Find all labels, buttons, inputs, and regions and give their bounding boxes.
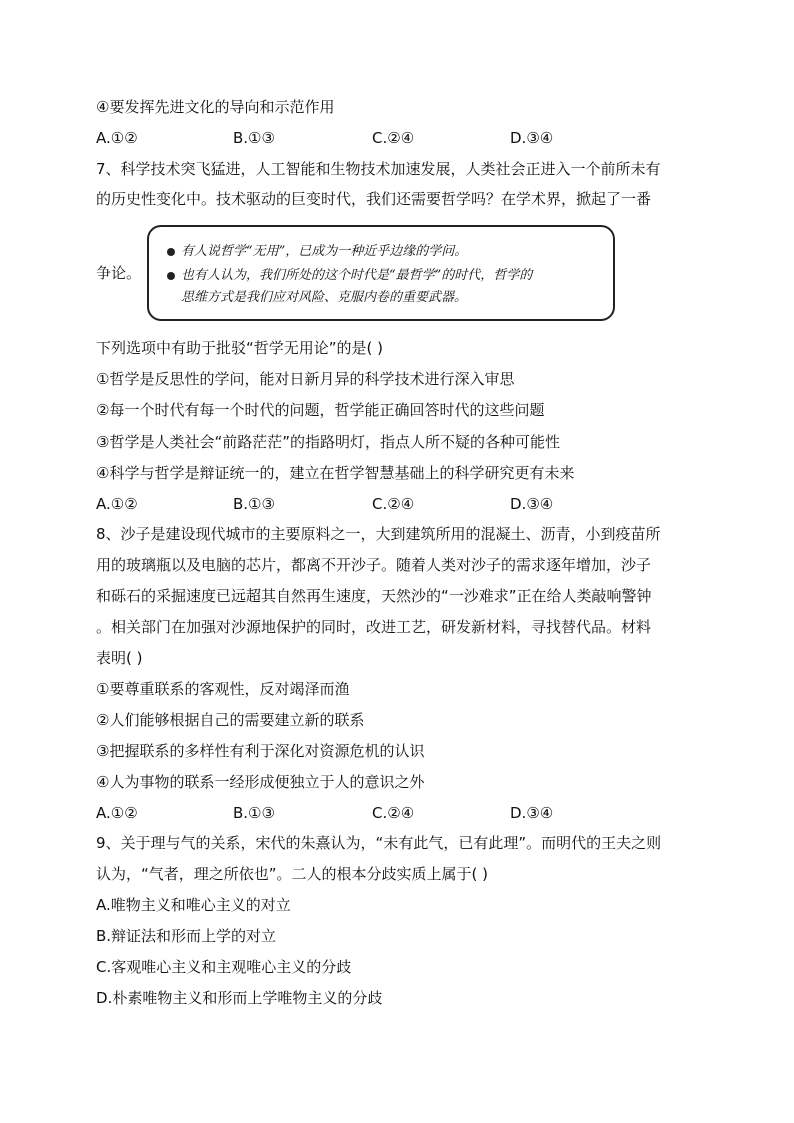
q7-stem-line-1: 7、科学技术突飞猛进，人工智能和生物技术加速发展，人类社会正进入一个前所未有 (96, 160, 661, 178)
q8-stem-line-1: 8、沙子是建设现代城市的主要原料之一，大到建筑所用的混凝土、沥青，小到疫苗所 (96, 525, 661, 543)
bullet-icon (167, 272, 175, 280)
q8-stem-line-5: 表明( ) (96, 649, 143, 667)
q7-question: 下列选项中有助于批驳“哲学无用论”的是( ) (96, 339, 384, 357)
q9-choice-b: B.辩证法和形而上学的对立 (96, 927, 277, 945)
q7-quote-3: 思维方式是我们应对风险、克服内卷的重要武器。 (181, 290, 468, 305)
q7-quote-box (147, 225, 615, 321)
q7-stem-line-3: 争论。 (96, 264, 142, 282)
q8-options (96, 803, 696, 823)
q8-option-c: C.②④ (372, 804, 415, 822)
q7-item-1: ①哲学是反思性的学问，能对日新月异的科学技术进行深入审思 (96, 370, 515, 388)
q7-quote-1-text: 有人说哲学“无用”，已成为一种近乎边缘的学问。 (181, 244, 468, 259)
q8-item-4: ④人为事物的联系一经形成便独立于人的意识之外 (96, 773, 425, 791)
q6-option-c: C.②④ (372, 129, 415, 147)
bullet-icon (167, 248, 175, 256)
q9-choice-a: A.唯物主义和唯心主义的对立 (96, 896, 291, 914)
q9-choice-d: D.朴素唯物主义和形而上学唯物主义的分歧 (96, 989, 383, 1007)
q8-stem-line-3: 和砾石的采掘速度已远超其自然再生速度，天然沙的“一沙难求”正在给人类敲响警钟 (96, 587, 652, 605)
q9-stem-line-1: 9、关于理与气的关系，宋代的朱熹认为，“未有此气，已有此理”。而明代的王夫之则 (96, 834, 662, 852)
q7-stem-line-2: 的历史性变化中。技术驱动的巨变时代，我们还需要哲学吗？在学术界，掀起了一番 (96, 190, 652, 208)
q6-options (96, 128, 696, 148)
q7-quote-2-text: 也有人认为，我们所处的这个时代是“最哲学”的时代，哲学的 (181, 268, 533, 283)
q9-choice-c: C.客观唯心主义和主观唯心主义的分歧 (96, 958, 352, 976)
q7-item-2: ②每一个时代有每一个时代的问题，哲学能正确回答时代的这些问题 (96, 401, 545, 419)
q6-item-4: ④要发挥先进文化的导向和示范作用 (96, 98, 335, 116)
q8-option-a: A.①② (96, 804, 138, 822)
q7-options (96, 494, 696, 514)
q8-item-2: ②人们能够根据自己的需要建立新的联系 (96, 711, 365, 729)
q7-quote-2 (167, 267, 532, 285)
q6-option-d: D.③④ (510, 129, 554, 147)
q7-option-b: B.①③ (233, 495, 275, 513)
q7-option-c: C.②④ (372, 495, 415, 513)
q6-option-b: B.①③ (233, 129, 275, 147)
q8-item-1: ①要尊重联系的客观性，反对竭泽而渔 (96, 680, 350, 698)
q6-option-a: A.①② (96, 129, 138, 147)
q8-item-3: ③把握联系的多样性有利于深化对资源危机的认识 (96, 742, 425, 760)
q9-stem-line-2: 认为，“气者，理之所依也”。二人的根本分歧实质上属于( ) (96, 865, 489, 883)
q7-item-3: ③哲学是人类社会“前路茫茫”的指路明灯，指点人所不疑的各种可能性 (96, 433, 560, 451)
q8-stem-line-4: 。相关部门在加强对沙源地保护的同时，改进工艺，研发新材料，寻找替代品。材料 (96, 618, 652, 636)
q8-option-d: D.③④ (510, 804, 554, 822)
q7-option-d: D.③④ (510, 495, 554, 513)
q7-item-4: ④科学与哲学是辩证统一的，建立在哲学智慧基础上的科学研究更有未来 (96, 464, 575, 482)
q8-stem-line-2: 用的玻璃瓶以及电脑的芯片，都离不开沙子。随着人类对沙子的需求逐年增加，沙子 (96, 556, 652, 574)
q8-option-b: B.①③ (233, 804, 275, 822)
q7-quote-1 (167, 243, 467, 261)
q7-option-a: A.①② (96, 495, 138, 513)
